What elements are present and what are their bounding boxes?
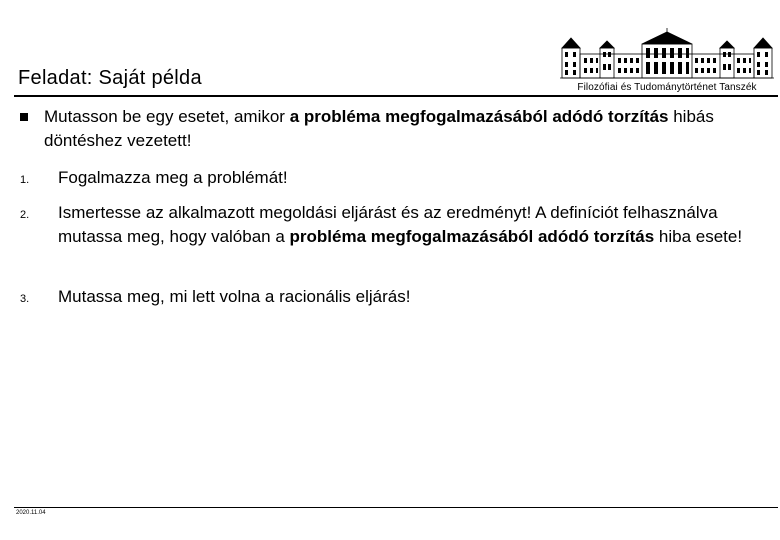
text-run: Mutassa meg, mi lett volna a racionális eljárás!	[58, 287, 411, 306]
bold-text-run: a probléma megfogalmazásából adódó torzítás	[289, 107, 669, 126]
list-item-number: 3.	[20, 293, 30, 305]
list-item-2	[20, 201, 760, 249]
main-bullet-text	[44, 105, 760, 153]
square-bullet-icon	[20, 113, 28, 121]
logo-caption: Filozófiai és Tudománytörténet Tanszék	[577, 82, 757, 93]
page-title: Feladat: Saját példa	[18, 67, 202, 89]
list-item-number: 2.	[20, 209, 30, 221]
list-item-3	[20, 285, 760, 309]
footer-date: 2020.11.04	[16, 510, 46, 516]
text-run: Fogalmazza meg a problémát!	[58, 168, 288, 187]
text-run: Mutasson be egy esetet, amikor	[44, 107, 290, 126]
text-run: hibás döntéshez vezetett!	[44, 107, 714, 150]
footer-divider	[14, 507, 778, 508]
list-item-text	[58, 201, 760, 249]
list-item-text	[58, 285, 760, 309]
text-run: Ismertesse az alkalmazott megoldási eljárást és az eredményt! A definíciót felhasználva mutassa meg, hogy valóban a	[58, 203, 718, 246]
bold-text-run: probléma megfogalmazásából adódó torzítás	[289, 227, 655, 246]
header-divider	[14, 95, 778, 97]
list-item-text	[58, 166, 760, 190]
text-run: hiba esete!	[654, 227, 743, 246]
list-item-number: 1.	[20, 174, 30, 186]
main-bullet	[20, 105, 760, 153]
list-item-1	[20, 166, 760, 190]
